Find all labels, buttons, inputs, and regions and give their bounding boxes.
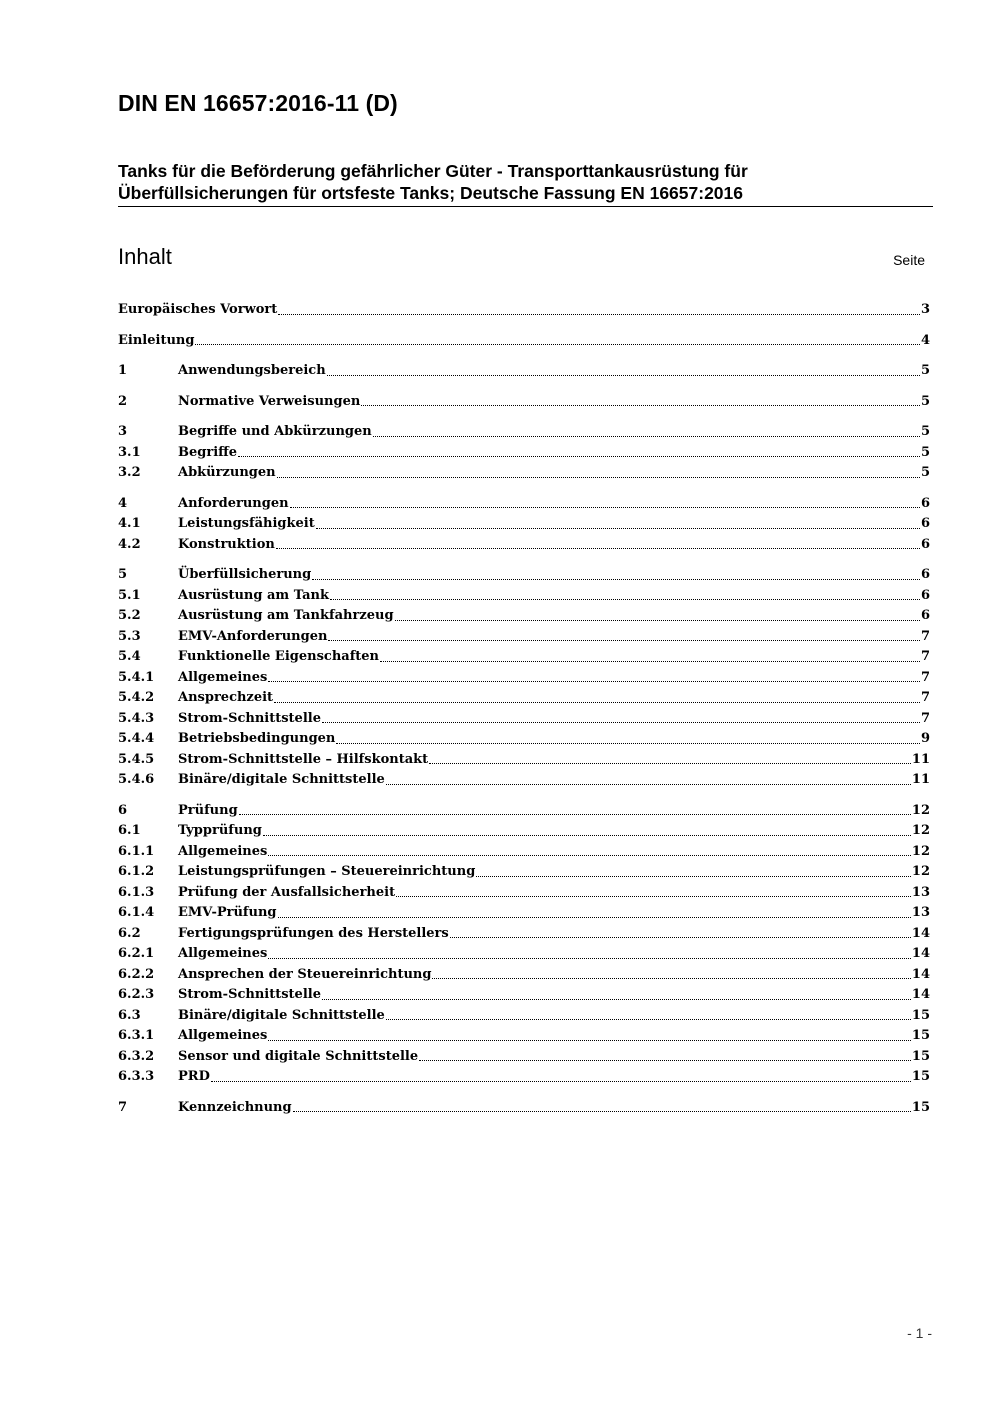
toc-entry-label: Binäre/digitale Schnittstelle — [178, 772, 385, 787]
toc-entry-number: 5.4.6 — [118, 772, 155, 787]
toc-entry-number: 6.1.1 — [118, 843, 155, 859]
toc-entry-page: 12 — [911, 843, 930, 859]
toc-dot-leader — [238, 456, 920, 457]
toc-entry-number: 3.1 — [118, 444, 141, 460]
toc-dot-leader — [239, 814, 911, 815]
toc-dot-leader — [419, 1060, 911, 1061]
table-of-contents — [118, 300, 930, 1118]
toc-dot-leader — [195, 344, 920, 345]
toc-entry-page: 5 — [920, 444, 930, 460]
toc-dot-leader — [386, 1019, 911, 1020]
toc-dot-leader — [395, 620, 920, 621]
toc-entry-page: 15 — [911, 1099, 930, 1115]
toc-dot-leader — [268, 855, 911, 856]
toc-dot-leader — [290, 507, 920, 508]
title-divider — [118, 206, 933, 207]
toc-entry-number: 5.1 — [118, 587, 141, 603]
toc-entry-number: 5.4.3 — [118, 710, 155, 726]
toc-entry[interactable] — [118, 1006, 930, 1027]
toc-entry-label: Begriffe und Abkürzungen — [178, 424, 372, 439]
toc-entry-label: EMV-Prüfung — [178, 905, 277, 920]
toc-entry-page: 5 — [920, 393, 930, 409]
toc-entry-number: 6.3.2 — [118, 1048, 155, 1064]
toc-entry-label: Abkürzungen — [178, 465, 276, 480]
toc-entry-label: Funktionelle Eigenschaften — [178, 649, 380, 664]
toc-entry[interactable] — [118, 1067, 930, 1088]
toc-entry[interactable] — [118, 770, 930, 791]
toc-entry-page: 13 — [911, 884, 930, 900]
toc-dot-leader — [278, 314, 920, 315]
toc-dot-leader — [268, 958, 911, 959]
toc-entry[interactable] — [118, 647, 930, 668]
toc-entry-label: Allgemeines — [178, 843, 268, 859]
toc-entry[interactable] — [118, 688, 930, 709]
toc-entry[interactable] — [118, 443, 930, 464]
toc-entry-label: PRD — [178, 1069, 210, 1084]
toc-entry-label: Fertigungsprüfungen des Herstellers — [178, 925, 449, 941]
toc-entry-number: 5 — [118, 567, 128, 582]
document-title-line-2: Überfüllsicherungen für ortsfeste Tanks; Deutsche Fassung EN 16657:2016 — [118, 183, 744, 203]
toc-entry[interactable] — [118, 985, 930, 1006]
toc-entry[interactable] — [118, 606, 930, 627]
toc-dot-leader — [396, 896, 911, 897]
toc-dot-leader — [312, 579, 920, 580]
toc-entry-number: 5.2 — [118, 608, 141, 623]
toc-entry-label: Binäre/digitale Schnittstelle — [178, 1007, 385, 1023]
toc-entry-number: 2 — [118, 393, 128, 409]
toc-entry-label: Begriffe — [178, 444, 238, 460]
toc-entry-page: 6 — [920, 608, 930, 623]
toc-dot-leader — [330, 599, 920, 600]
toc-dot-leader — [268, 1040, 911, 1041]
toc-entry-page: 3 — [920, 302, 930, 317]
toc-entry-label: Europäisches Vorwort — [118, 302, 278, 317]
toc-entry-page: 14 — [911, 946, 930, 961]
toc-entry-label: Sensor und digitale Schnittstelle — [178, 1048, 419, 1064]
toc-entry-number: 4.2 — [118, 536, 141, 552]
toc-entry-number: 5.3 — [118, 628, 141, 644]
toc-entry-page: 7 — [920, 649, 930, 664]
toc-entry-page: 15 — [911, 1048, 930, 1064]
toc-entry-number: 6.3.3 — [118, 1069, 155, 1084]
toc-entry-number: 6.1.3 — [118, 884, 155, 900]
toc-entry[interactable] — [118, 750, 930, 771]
toc-entry[interactable] — [118, 1098, 930, 1119]
toc-entry-page: 11 — [911, 751, 930, 767]
toc-entry-page: 14 — [911, 925, 930, 941]
toc-entry-label: Strom-Schnittstelle – Hilfskontakt — [178, 751, 429, 767]
toc-entry-label: Anforderungen — [178, 495, 289, 511]
toc-dot-leader — [429, 763, 911, 764]
toc-entry-number: 6.1.2 — [118, 864, 155, 879]
document-title-line-1: Tanks für die Beförderung gefährlicher Güter - Transporttankausrüstung für — [118, 161, 748, 181]
toc-dot-leader — [336, 743, 920, 744]
toc-entry-page: 6 — [920, 567, 930, 582]
toc-entry-number: 5.4.2 — [118, 690, 155, 705]
toc-entry-page: 12 — [911, 823, 930, 838]
toc-entry-label: Einleitung — [118, 332, 195, 348]
toc-entry-number: 5.4.4 — [118, 731, 155, 746]
toc-entry-label: Überfüllsicherung — [178, 567, 312, 582]
toc-entry-label: Allgemeines — [178, 946, 268, 961]
toc-entry-number: 6.1 — [118, 823, 141, 838]
toc-dot-leader — [211, 1081, 911, 1082]
toc-entry[interactable] — [118, 862, 930, 883]
toc-dot-leader — [361, 405, 920, 406]
toc-entry-label: Konstruktion — [178, 536, 275, 552]
toc-entry-page: 5 — [920, 363, 930, 378]
toc-entry-number: 4.1 — [118, 516, 141, 531]
toc-entry[interactable] — [118, 883, 930, 904]
toc-entry[interactable] — [118, 586, 930, 607]
toc-entry[interactable] — [118, 821, 930, 842]
toc-entry[interactable] — [118, 535, 930, 556]
toc-entry-label: Ansprechzeit — [178, 690, 274, 705]
toc-entry-label: Allgemeines — [178, 669, 268, 685]
toc-entry-number: 6.2.2 — [118, 966, 155, 982]
toc-entry-page: 7 — [920, 628, 930, 644]
toc-entry-page: 6 — [920, 536, 930, 552]
toc-entry-number: 6.2.3 — [118, 987, 155, 1002]
toc-entry[interactable] — [118, 627, 930, 648]
toc-entry-page: 12 — [911, 802, 930, 818]
toc-entry[interactable] — [118, 801, 930, 822]
toc-dot-leader — [277, 477, 920, 478]
toc-dot-leader — [450, 937, 911, 938]
document-id: DIN EN 16657:2016-11 (D) — [118, 90, 398, 116]
toc-entry-label: Betriebsbedingungen — [178, 731, 336, 746]
toc-entry[interactable] — [118, 1047, 930, 1068]
toc-entry-number: 3 — [118, 424, 128, 439]
toc-entry-number: 6.2.1 — [118, 946, 155, 961]
toc-dot-leader — [322, 999, 911, 1000]
toc-entry-label: Ansprechen der Steuereinrichtung — [178, 966, 432, 982]
toc-entry[interactable] — [118, 1026, 930, 1047]
toc-entry-number: 6.1.4 — [118, 905, 155, 920]
toc-entry-number: 1 — [118, 363, 128, 378]
toc-entry-page: 7 — [920, 710, 930, 726]
toc-entry[interactable] — [118, 392, 930, 413]
toc-entry-number: 3.2 — [118, 465, 141, 480]
toc-entry-page: 5 — [920, 465, 930, 480]
toc-entry-number: 4 — [118, 495, 128, 511]
toc-entry[interactable] — [118, 944, 930, 965]
toc-entry-number: 6 — [118, 802, 128, 818]
toc-entry-label: Strom-Schnittstelle — [178, 710, 321, 726]
toc-entry-label: Leistungsfähigkeit — [178, 516, 315, 531]
document-title — [118, 160, 908, 204]
toc-entry-label: Leistungsprüfungen – Steuereinrichtung — [178, 864, 476, 879]
toc-entry[interactable] — [118, 842, 930, 863]
toc-heading: Inhalt — [118, 244, 172, 269]
toc-entry-number: 5.4 — [118, 649, 141, 664]
toc-dot-leader — [373, 436, 920, 437]
toc-dot-leader — [380, 661, 920, 662]
toc-entry-page: 4 — [920, 332, 930, 348]
toc-entry-page: 6 — [920, 516, 930, 531]
toc-entry[interactable] — [118, 965, 930, 986]
toc-entry-page: 7 — [920, 669, 930, 685]
toc-entry-label: Normative Verweisungen — [178, 393, 361, 409]
toc-entry-page: 5 — [920, 424, 930, 439]
toc-entry-number: 6.3.1 — [118, 1028, 155, 1043]
toc-entry-page: 12 — [911, 864, 930, 879]
toc-dot-leader — [476, 876, 911, 877]
toc-entry-page: 15 — [911, 1069, 930, 1084]
toc-entry[interactable] — [118, 709, 930, 730]
toc-entry-page: 7 — [920, 690, 930, 705]
toc-entry[interactable] — [118, 463, 930, 484]
toc-dot-leader — [263, 835, 911, 836]
toc-entry-page: 6 — [920, 495, 930, 511]
toc-entry[interactable] — [118, 514, 930, 535]
toc-entry-label: Allgemeines — [178, 1028, 268, 1043]
toc-entry[interactable] — [118, 565, 930, 586]
toc-entry-page: 13 — [911, 905, 930, 920]
toc-entry-label: Ausrüstung am Tankfahrzeug — [178, 608, 394, 623]
toc-entry-number: 5.4.1 — [118, 669, 155, 685]
toc-entry-label: Prüfung — [178, 802, 238, 818]
toc-entry-page: 6 — [920, 587, 930, 603]
toc-dot-leader — [278, 917, 911, 918]
toc-entry[interactable] — [118, 494, 930, 515]
toc-entry-number: 6.2 — [118, 925, 141, 941]
toc-entry-label: Typprüfung — [178, 823, 262, 838]
page-number: - 1 - — [907, 1325, 932, 1341]
toc-entry-label: Anwendungsbereich — [178, 363, 326, 378]
toc-entry-page: 14 — [911, 966, 930, 982]
toc-entry-page: 15 — [911, 1007, 930, 1023]
toc-entry-number: 6.3 — [118, 1007, 141, 1023]
toc-dot-leader — [276, 548, 920, 549]
toc-dot-leader — [268, 681, 920, 682]
toc-entry[interactable] — [118, 729, 930, 750]
toc-dot-leader — [327, 375, 920, 376]
toc-entry-label: Prüfung der Ausfallsicherheit — [178, 884, 396, 900]
toc-page-column-label: Seite — [893, 252, 925, 268]
toc-entry[interactable] — [118, 300, 930, 321]
toc-dot-leader — [316, 528, 920, 529]
toc-entry[interactable] — [118, 903, 930, 924]
toc-entry-label: Kennzeichnung — [178, 1099, 292, 1115]
toc-entry-number: 5.4.5 — [118, 751, 155, 767]
toc-entry[interactable] — [118, 668, 930, 689]
toc-dot-leader — [322, 722, 920, 723]
toc-entry[interactable] — [118, 924, 930, 945]
toc-dot-leader — [274, 702, 920, 703]
toc-entry-page: 15 — [911, 1028, 930, 1043]
toc-dot-leader — [328, 640, 920, 641]
toc-entry-label: Strom-Schnittstelle — [178, 987, 321, 1002]
toc-entry-label: EMV-Anforderungen — [178, 628, 328, 644]
toc-entry-number: 7 — [118, 1099, 128, 1115]
toc-entry[interactable] — [118, 361, 930, 382]
toc-entry[interactable] — [118, 331, 930, 352]
toc-entry-page: 9 — [920, 731, 930, 746]
toc-dot-leader — [432, 978, 910, 979]
toc-entry-page: 14 — [911, 987, 930, 1002]
toc-entry-label: Ausrüstung am Tank — [178, 587, 330, 603]
toc-dot-leader — [386, 784, 911, 785]
toc-entry[interactable] — [118, 422, 930, 443]
toc-dot-leader — [293, 1111, 911, 1112]
toc-entry-page: 11 — [911, 772, 930, 787]
